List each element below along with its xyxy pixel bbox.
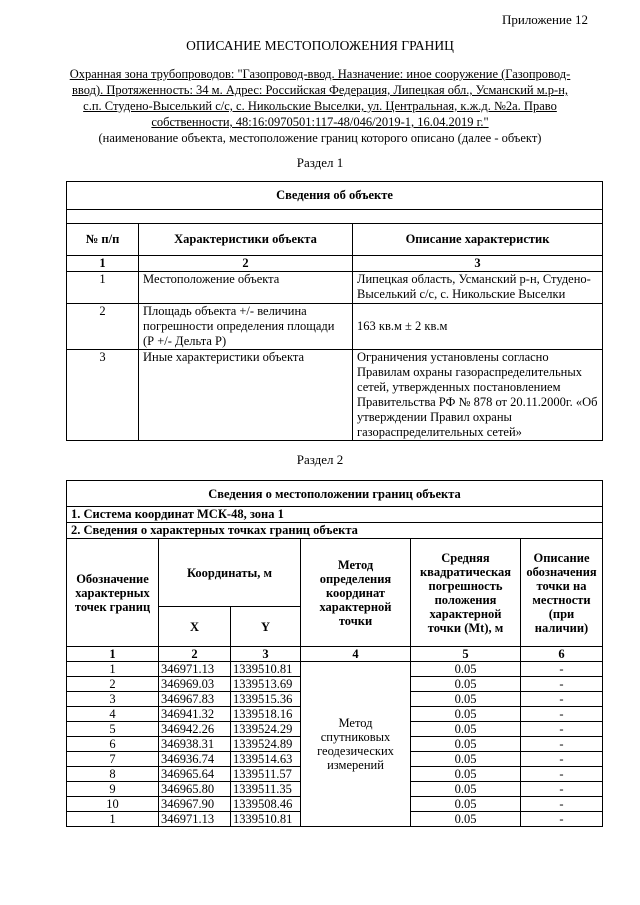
point-location: - [521,797,603,812]
point-mt: 0.05 [411,662,521,677]
point-y: 1339508.46 [231,797,301,812]
row-characteristic: Местоположение объекта [139,272,353,304]
point-mt: 0.05 [411,797,521,812]
point-mt: 0.05 [411,782,521,797]
point-x: 346971.13 [159,812,231,827]
table-row [67,272,603,304]
point-mt: 0.05 [411,767,521,782]
boundary-points-table [66,480,603,827]
col-point-header: Обозначение характерных точек границ [67,539,159,647]
points-title: 2. Сведения о характерных точках границ объекта [67,523,603,539]
point-location: - [521,662,603,677]
point-id: 8 [67,767,159,782]
col-index: 2 [139,256,353,272]
row-characteristic: Площадь объекта +/- величина погрешности определения площади (Р +/- Дельта Р) [139,304,353,350]
object-description: Охранная зона трубопроводов: "Газопровод-ввод. Назначение: иное сооружение (Газопровод-ввод). Протяженность: 34 м. Адрес: Российская Федерация, Липецкая обл., Усманский м.р-н, с.п. Студено-Выселький с/с, с. Никольские Выселки, ул. Центральная, к.ж.д. №2а. Право собственности, 48:16:0970501:117-48/046/2019-1, 16.04.2019 г." [69,67,571,129]
point-y: 1339518.16 [231,707,301,722]
point-x: 346938.31 [159,737,231,752]
point-id: 2 [67,677,159,692]
col-mt-header: Средняя квадратическая погрешность положения характерной точки (Mt), м [411,539,521,647]
point-id: 9 [67,782,159,797]
point-y: 1339514.63 [231,752,301,767]
point-mt: 0.05 [411,722,521,737]
object-note: (наименование объекта, местоположение границ которого описано (далее - объект) [98,131,542,145]
object-info-table [66,181,603,441]
col-y-header: Y [231,607,301,647]
col-index: 4 [301,647,411,662]
point-mt: 0.05 [411,812,521,827]
col-loc-header: Описание обозначения точки на местности (при наличии) [521,539,603,647]
point-mt: 0.05 [411,692,521,707]
col-coords-header: Координаты, м [159,539,301,607]
row-description: 163 кв.м ± 2 кв.м [353,304,603,350]
point-location: - [521,737,603,752]
method-cell: Метод спутниковых геодезических измерений [301,662,411,827]
col-desc-header: Описание характеристик [353,224,603,256]
row-number: 1 [67,272,139,304]
point-id: 10 [67,797,159,812]
point-x: 346965.64 [159,767,231,782]
blank-row [67,210,603,224]
point-x: 346967.90 [159,797,231,812]
col-index: 1 [67,256,139,272]
point-mt: 0.05 [411,677,521,692]
row-characteristic: Иные характеристики объекта [139,350,353,441]
row-description: Липецкая область, Усманский р-н, Студено-Выселький с/с, с. Никольские Выселки [353,272,603,304]
col-index: 3 [231,647,301,662]
point-y: 1339511.57 [231,767,301,782]
point-location: - [521,692,603,707]
point-x: 346941.32 [159,707,231,722]
section2-label: Раздел 2 [296,452,344,467]
point-mt: 0.05 [411,737,521,752]
col-x-header: X [159,607,231,647]
table-row [67,304,603,350]
point-mt: 0.05 [411,752,521,767]
row-description: Ограничения установлены согласно Правилам охраны газораспределительных сетей, утвержденных постановлением Правительства РФ № 878 от 20.11.2000г. «Об утверждении Правил охраны газораспределительных сетей» [353,350,603,441]
point-y: 1339513.69 [231,677,301,692]
table-row [67,662,603,677]
point-location: - [521,722,603,737]
point-x: 346971.13 [159,662,231,677]
point-y: 1339524.89 [231,737,301,752]
point-x: 346942.26 [159,722,231,737]
point-x: 346936.74 [159,752,231,767]
col-index: 3 [353,256,603,272]
col-index: 1 [67,647,159,662]
point-x: 346965.80 [159,782,231,797]
section1-label: Раздел 1 [296,155,344,170]
row-number: 2 [67,304,139,350]
point-location: - [521,752,603,767]
point-id: 1 [67,662,159,677]
table-title: Сведения о местоположении границ объекта [67,481,603,507]
appendix-label: Приложение 12 [501,12,588,27]
table-row [67,350,603,441]
col-index: 5 [411,647,521,662]
point-location: - [521,782,603,797]
point-location: - [521,707,603,722]
col-index: 6 [521,647,603,662]
point-id: 5 [67,722,159,737]
point-id: 6 [67,737,159,752]
point-y: 1339515.36 [231,692,301,707]
col-num-header: № п/п [67,224,139,256]
object-description-block [66,66,574,146]
point-id: 4 [67,707,159,722]
point-x: 346969.03 [159,677,231,692]
point-id: 7 [67,752,159,767]
point-location: - [521,767,603,782]
col-char-header: Характеристики объекта [139,224,353,256]
point-mt: 0.05 [411,707,521,722]
col-method-header: Метод определения координат характерной точки [301,539,411,647]
point-id: 1 [67,812,159,827]
point-id: 3 [67,692,159,707]
point-location: - [521,677,603,692]
point-y: 1339510.81 [231,662,301,677]
row-number: 3 [67,350,139,441]
point-location: - [521,812,603,827]
point-y: 1339524.29 [231,722,301,737]
point-y: 1339510.81 [231,812,301,827]
coordinate-system: 1. Система координат МСК-48, зона 1 [67,507,603,523]
page-title: ОПИСАНИЕ МЕСТОПОЛОЖЕНИЯ ГРАНИЦ [186,38,454,53]
point-y: 1339511.35 [231,782,301,797]
table-title: Сведения об объекте [67,182,603,210]
point-x: 346967.83 [159,692,231,707]
col-index: 2 [159,647,231,662]
